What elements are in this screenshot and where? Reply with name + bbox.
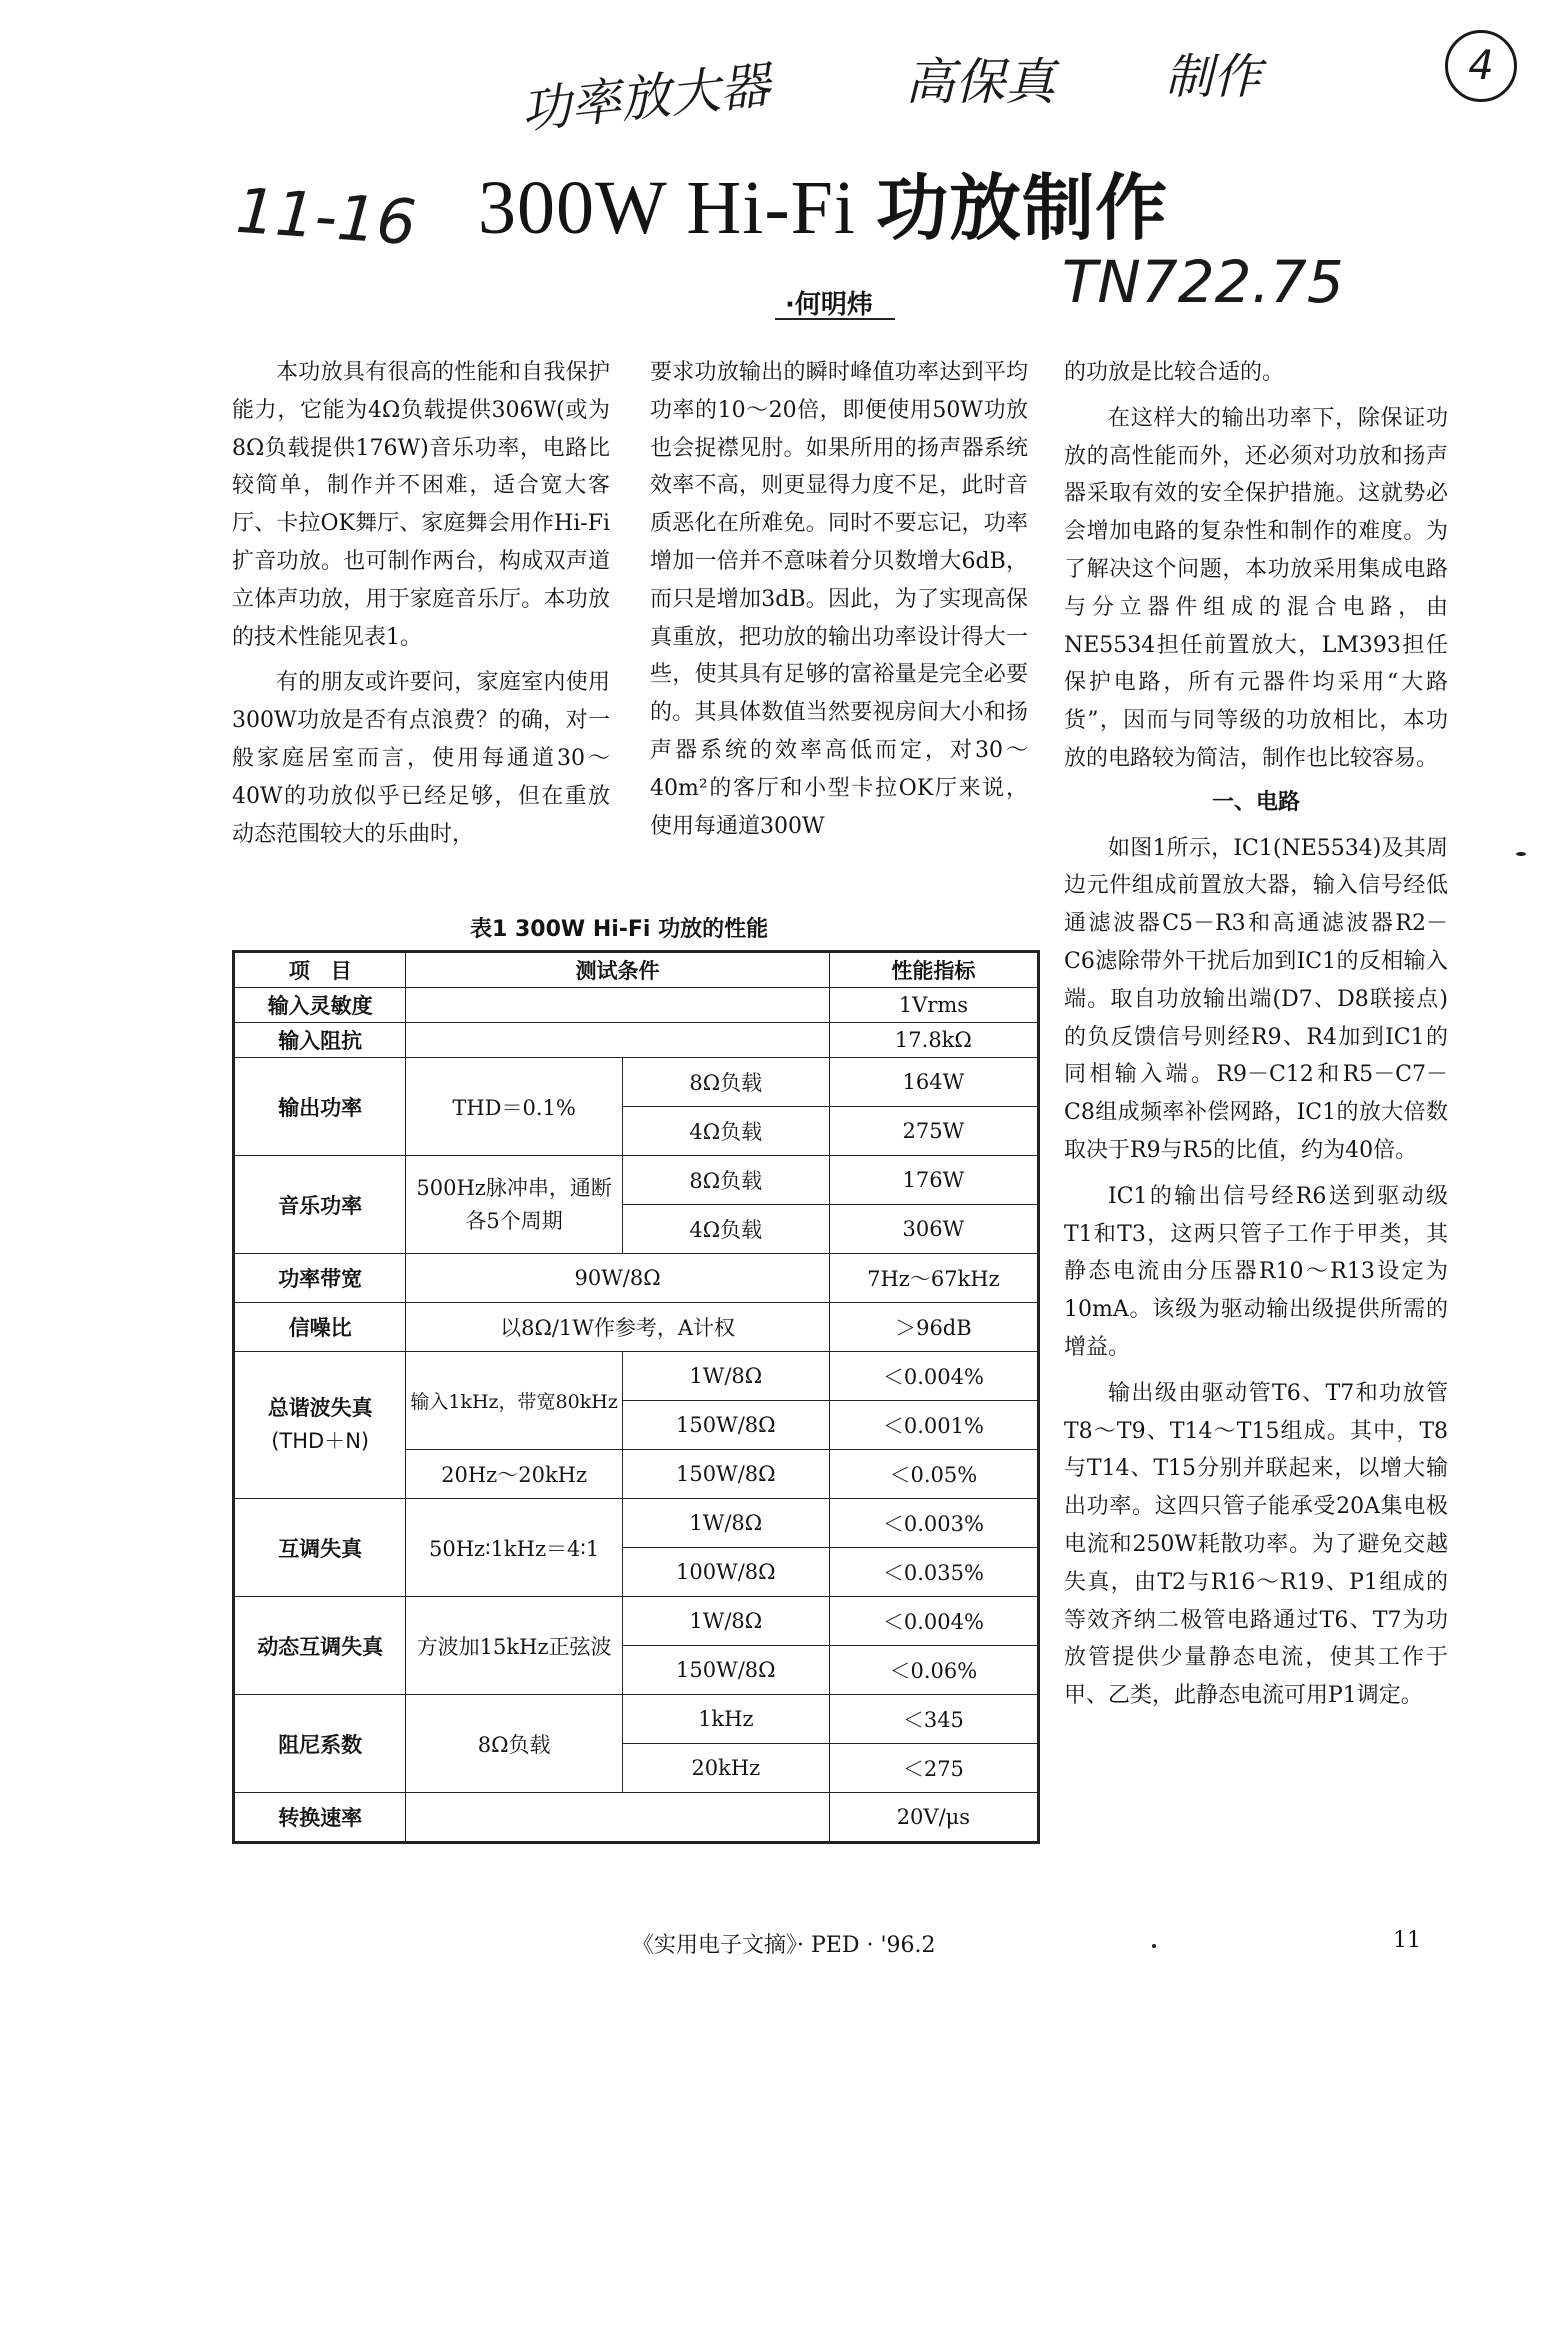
- value-cell: ＜0.004%: [829, 1352, 1038, 1401]
- table-header-row: [234, 952, 1039, 988]
- text-column-1: [232, 354, 610, 853]
- scan-speck: [1516, 852, 1526, 856]
- title-chinese: 功放制作: [876, 166, 1169, 250]
- value-cell: ＜0.003%: [829, 1499, 1038, 1548]
- header-condition: 测试条件: [406, 952, 829, 988]
- sub-condition-cell: 150W/8Ω: [622, 1646, 829, 1695]
- condition-cell: 500Hz脉冲串，通断各5个周期: [406, 1156, 622, 1254]
- table-row: [234, 1303, 1039, 1352]
- condition-cell: [406, 988, 829, 1023]
- sub-condition-cell: 1W/8Ω: [622, 1352, 829, 1401]
- table-caption: 表1 300W Hi-Fi 功放的性能: [470, 917, 769, 942]
- handwritten-note-hifi: 高保真: [905, 53, 1055, 111]
- row-label: [234, 1352, 406, 1499]
- sub-condition-cell: 20kHz: [622, 1744, 829, 1793]
- paragraph: IC1的输出信号经R6送到驱动级T1和T3，这两只管子工作于甲类，其静态电流由分压器R10～R13设定为10mA。该级为驱动输出级提供所需的增益。: [1064, 1183, 1448, 1360]
- row-label-line: (THD＋N): [271, 1429, 370, 1453]
- sub-condition-cell: 150W/8Ω: [622, 1401, 829, 1450]
- condition-cell: [406, 1023, 829, 1058]
- table-row: [234, 1695, 1039, 1744]
- condition-cell: [406, 1793, 829, 1843]
- value-cell: 1Vrms: [829, 988, 1038, 1023]
- sub-condition-cell: 1W/8Ω: [622, 1499, 829, 1548]
- row-label: 信噪比: [234, 1303, 406, 1352]
- condition-cell: 输入1kHz，带宽80kHz: [406, 1352, 622, 1450]
- performance-table: [232, 950, 1040, 1844]
- header-spec: 性能指标: [829, 952, 1038, 988]
- sub-condition-cell: 1kHz: [622, 1695, 829, 1744]
- paragraph: 要求功放输出的瞬时峰值功率达到平均功率的10～20倍，即便使用50W功放也会捉襟见肘。如果所用的扬声器系统效率不高，则更显得力度不足，此时音质恶化在所难免。同时不要忘记，功率增加一倍并不意味着分贝数增大6dB，而只是增加3dB。因此，为了实现高保真重放，把功放的输出功率设计得大一些，使其具有足够的富裕量是完全必要的。其具体数值当然要视房间大小和扬声器系统的效率高低而定，对30～40m²的客厅和小型卡拉OK厅来说，使用每通道300W: [650, 360, 1028, 839]
- sub-condition-cell: 150W/8Ω: [622, 1450, 829, 1499]
- handwritten-page-range: 11-16: [233, 173, 419, 260]
- value-cell: 176W: [829, 1156, 1038, 1205]
- paragraph: 输出级由驱动管T6、T7和功放管T8～T9、T14～T15组成。其中，T8与T14、T15分别并联起来，以增大输出功率。这四只管子能承受20A集电极电流和250W耗散功率。为了避免交越失真，由T2与R16～R19、P1组成的等效齐纳二极管电路通过T6、T7为功放管提供少量静态电流，使其工作于甲、乙类，此静态电流可用P1调定。: [1064, 1380, 1448, 1709]
- value-cell: 20V/μs: [829, 1793, 1038, 1843]
- header-item: 项 目: [234, 952, 406, 988]
- table-row: [234, 1352, 1039, 1401]
- section-heading: 一、电路: [1211, 788, 1300, 815]
- sub-condition-cell: 4Ω负载: [622, 1205, 829, 1254]
- author-name: ·何明炜: [785, 290, 873, 320]
- text-column-2: [650, 354, 1028, 845]
- author-underline: [775, 318, 895, 320]
- value-cell: 7Hz～67kHz: [829, 1254, 1038, 1303]
- value-cell: 164W: [829, 1058, 1038, 1107]
- article-title: [478, 150, 1168, 254]
- value-cell: ＜275: [829, 1744, 1038, 1793]
- sub-condition-cell: 8Ω负载: [622, 1058, 829, 1107]
- sub-condition-cell: 4Ω负载: [622, 1107, 829, 1156]
- value-cell: ＜345: [829, 1695, 1038, 1744]
- circled-number-text: 4: [1468, 43, 1494, 89]
- page-number: 11: [1393, 1928, 1421, 1953]
- sub-condition-cell: 1W/8Ω: [622, 1597, 829, 1646]
- row-label: 互调失真: [234, 1499, 406, 1597]
- row-label: 输出功率: [234, 1058, 406, 1156]
- handwritten-note-make: 制作: [1165, 49, 1262, 105]
- row-label: 功率带宽: [234, 1254, 406, 1303]
- condition-cell: 20Hz～20kHz: [406, 1450, 622, 1499]
- condition-cell: 90W/8Ω: [406, 1254, 829, 1303]
- text-column-3: [1064, 354, 1448, 1715]
- row-label: 转换速率: [234, 1793, 406, 1843]
- table-row: [234, 1156, 1039, 1205]
- value-cell: ＞96dB: [829, 1303, 1038, 1352]
- sub-condition-cell: 100W/8Ω: [622, 1548, 829, 1597]
- table-row: [234, 1793, 1039, 1843]
- condition-cell: THD＝0.1%: [406, 1058, 622, 1156]
- table-row: [234, 1499, 1039, 1548]
- journal-footer: 《实用电子文摘》· PED · '96.2: [632, 1933, 936, 1958]
- row-label: 输入灵敏度: [234, 988, 406, 1023]
- value-cell: ＜0.05%: [829, 1450, 1038, 1499]
- table-row: [234, 1058, 1039, 1107]
- condition-cell: 方波加15kHz正弦波: [406, 1597, 622, 1695]
- condition-cell: 以8Ω/1W作参考，A计权: [406, 1303, 829, 1352]
- paragraph: 有的朋友或许要问，家庭室内使用300W功放是否有点浪费？的确，对一般家庭居室而言，使用每通道30～40W的功放似乎已经足够，但在重放动态范围较大的乐曲时，: [232, 670, 610, 847]
- sub-condition-cell: 8Ω负载: [622, 1156, 829, 1205]
- table-row: [234, 1597, 1039, 1646]
- value-cell: 275W: [829, 1107, 1038, 1156]
- value-cell: 306W: [829, 1205, 1038, 1254]
- value-cell: ＜0.001%: [829, 1401, 1038, 1450]
- table-row: [234, 1023, 1039, 1058]
- scan-speck: [1152, 1944, 1156, 1948]
- value-cell: 17.8kΩ: [829, 1023, 1038, 1058]
- row-label: 音乐功率: [234, 1156, 406, 1254]
- handwritten-call-number: TN722.75: [1062, 248, 1344, 316]
- paragraph: 在这样大的输出功率下，除保证功放的高性能而外，还必须对功放和扬声器采取有效的安全保护措施。这就势必会增加电路的复杂性和制作的难度。为了解决这个问题，本功放采用集成电路与分立器件组成的混合电路，由NE5534担任前置放大，LM393担任保护电路，所有元器件均采用“大路货”，因而与同等级的功放相比，本功放的电路较为简洁，制作也比较容易。: [1064, 405, 1448, 771]
- row-label-line: 总谐波失真: [267, 1396, 373, 1421]
- row-label: 阻尼系数: [234, 1695, 406, 1793]
- condition-cell: 50Hz∶1kHz＝4∶1: [406, 1499, 622, 1597]
- table-row: [234, 1254, 1039, 1303]
- condition-cell: 8Ω负载: [406, 1695, 622, 1793]
- handwritten-note-amplifier: 功率放大器: [518, 56, 773, 140]
- handwritten-circled-number: [1445, 30, 1517, 102]
- value-cell: ＜0.06%: [829, 1646, 1038, 1695]
- value-cell: ＜0.004%: [829, 1597, 1038, 1646]
- paragraph: 本功放具有很高的性能和自我保护能力，它能为4Ω负载提供306W(或为8Ω负载提供176W)音乐功率，电路比较简单，制作并不困难，适合宽大客厅、卡拉OK舞厅、家庭舞会用作Hi-Fi扩音功放。也可制作两台，构成双声道立体声功放，用于家庭音乐厅。本功放的技术性能见表1。: [232, 360, 610, 650]
- row-label: 动态互调失真: [234, 1597, 406, 1695]
- table-row: [234, 988, 1039, 1023]
- row-label: 输入阻抗: [234, 1023, 406, 1058]
- value-cell: ＜0.035%: [829, 1548, 1038, 1597]
- paragraph: 如图1所示，IC1(NE5534)及其周边元件组成前置放大器，输入信号经低通滤波器C5－R3和高通滤波器R2－C6滤除带外干扰后加到IC1的反相输入端。取自功放输出端(D7、D8联接点)的负反馈信号则经R9、R4加到IC1的同相输入端。R9－C12和R5－C7－C8组成频率补偿网路，IC1的放大倍数取决于R9与R5的比值，约为40倍。: [1064, 835, 1448, 1163]
- paragraph: 的功放是比较合适的。: [1064, 360, 1285, 385]
- title-english: 300W Hi-Fi: [478, 166, 877, 250]
